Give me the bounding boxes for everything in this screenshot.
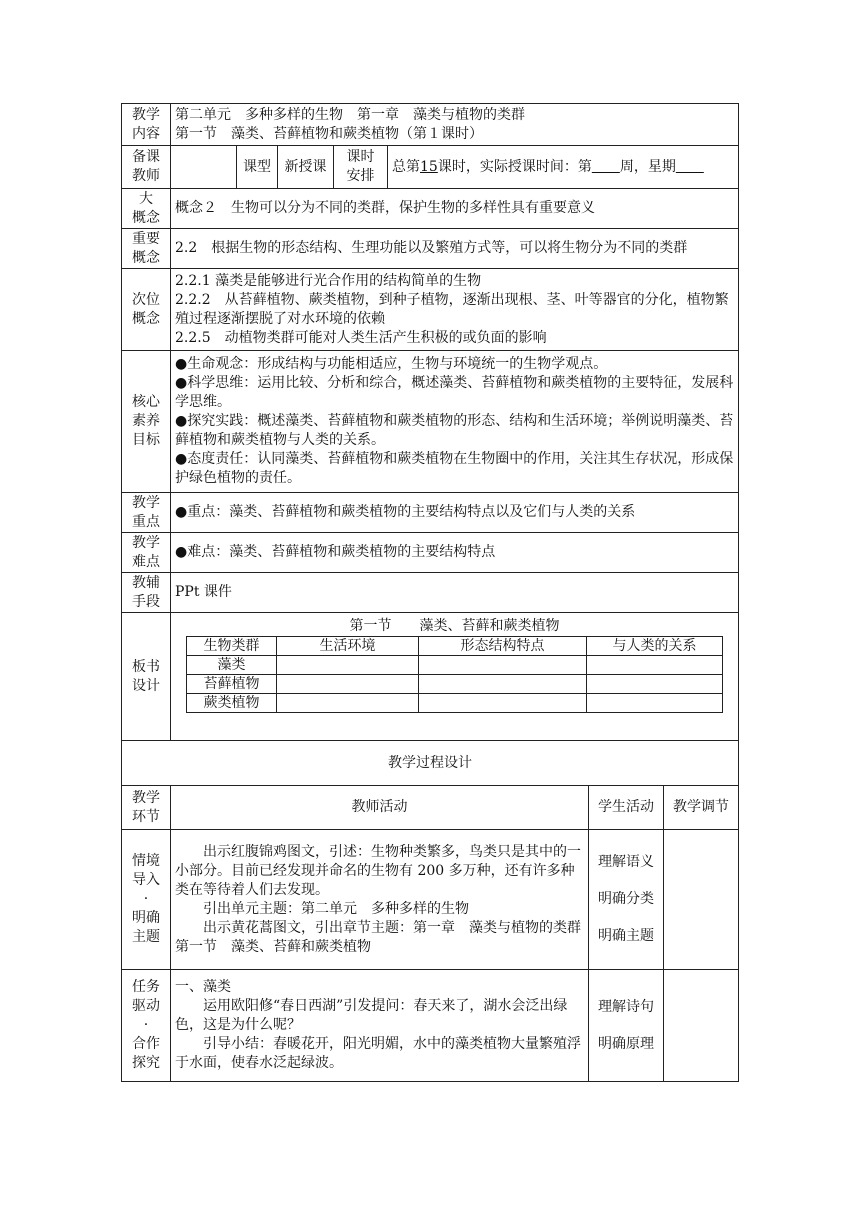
teacher-paragraph: 出示黄花蒿图文，引出章节主题：第一章 藻类与植物的类群 第一节 藻类、苔藓和蕨类植物 [175,919,595,955]
teacher-activity [171,830,595,970]
sub-concept-line: 2.2.2 从苔藓植物、蕨类植物，到种子植物，逐渐出现根、茎、叶等器官的分化，植物繁殖过程逐渐摆脱了对水环境的依赖 [175,291,729,327]
student-item: 理解语义 [598,854,654,870]
board-cell-empty [587,694,723,713]
core-cell [171,351,739,493]
type-label: 课型 [237,146,278,189]
stage-cell: 情境 导入 · 明确 主题 [122,830,171,970]
key-point-label: 教学 重点 [122,493,171,533]
board-cell-empty [277,675,419,694]
board-label: 板书 设计 [122,613,171,741]
board-row-label: 苔藓植物 [187,675,277,694]
content-cell [171,104,739,146]
teacher-value [171,146,237,189]
difficulty-text: ●难点：藻类、苔藓植物和蕨类植物的主要结构特点 [171,533,739,573]
lesson-plan-page [121,103,739,1082]
aids-text: PPt 课件 [171,573,739,613]
core-line: ●探究实践：概述藻类、苔藓植物和蕨类植物的形态、结构和生活环境；举例说明藻类、苔藓植物和蕨类植物与人类的关系。 [175,413,734,448]
sub-concept-label: 次位 概念 [122,269,171,351]
total-lessons: 15 [420,158,438,175]
sub-concept-cell [171,269,739,351]
board-row-label: 藻类 [187,656,277,675]
arrange-label: 课时 安排 [334,146,388,189]
key-point-text: ●重点：藻类、苔藓植物和蕨类植物的主要结构特点以及它们与人类的关系 [171,493,739,533]
core-line: ●生命观念：形成结构与功能相适应，生物与环境统一的生物学观点。 [175,356,608,372]
teacher-header: 教师活动 [171,786,589,830]
board-header: 与人类的关系 [587,637,723,656]
board-cell-empty [277,656,419,675]
sub-concept-line: 2.2.5 动植物类群可能对人类生活产生积极的或负面的影响 [175,329,547,346]
type-value: 新授课 [278,146,334,189]
student-activity [589,830,664,970]
student-item: 明确主题 [598,928,654,944]
board-title: 第一节 藻类、苔藓和蕨类植物 [349,618,560,634]
big-concept-text: 概念２ 生物可以分为不同的类群，保护生物的多样性具有重要意义 [171,189,739,229]
important-concept-text: 2.2 根据生物的形态结构、生理功能以及繁殖方式等，可以将生物分为不同的类群 [171,229,739,269]
board-cell-empty [277,694,419,713]
content-line2: 第一节 藻类、苔藓植物和蕨类植物（第１课时） [175,125,483,142]
schedule-cell: 总第15课时，实际授课时间：第 周，星期 [388,146,739,189]
core-line: ●态度责任：认同藻类、苔藓植物和蕨类植物在生物圈中的作用，关注其生存状况，形成保护绿色植物的责任。 [175,451,734,486]
student-header: 学生活动 [589,786,664,830]
big-concept-label: 大 概念 [122,189,171,229]
student-item: 理解诗句 [598,998,654,1015]
content-label: 教学 内容 [122,104,171,146]
teacher-label: 备课 教师 [122,146,171,189]
board-cell-empty [419,656,587,675]
plan-table [121,103,739,741]
adjust-header: 教学调节 [664,786,739,830]
board-header: 生活环境 [277,637,419,656]
core-label: 核心 素养 目标 [122,351,171,493]
board-cell-empty [419,675,587,694]
board-header: 形态结构特点 [419,637,587,656]
board-row-label: 蕨类植物 [187,694,277,713]
adjust-cell [664,970,739,1082]
board-table [186,636,723,713]
student-item: 明确分类 [598,891,654,907]
content-line1: 第二单元 多种多样的生物 第一章 藻类与植物的类群 [175,106,525,123]
student-activity [589,970,664,1082]
teacher-heading: 一、藻类 [175,979,231,995]
aids-label: 教辅 手段 [122,573,171,613]
process-table [121,740,739,1082]
board-cell-empty [419,694,587,713]
board-cell-empty [587,675,723,694]
teacher-paragraph: 出示红腹锦鸡图文，引述：生物种类繁多，鸟类只是其中的一小部分。目前已经发现并命名的生物有 200 多万种，还有许多种类在等待着人们去发现。 [175,843,581,898]
process-title: 教学过程设计 [122,741,739,786]
stage-cell: 任务 驱动 · 合作 探究 [122,970,171,1082]
student-item: 明确原理 [598,1035,654,1052]
important-concept-label: 重要 概念 [122,229,171,269]
teacher-activity [171,970,589,1082]
sub-concept-line: 2.2.1 藻类是能够进行光合作用的结构简单的生物 [175,272,482,289]
core-line: ●科学思维：运用比较、分析和综合，概述藻类、苔藓植物和蕨类植物的主要特征，发展科学思维。 [175,375,734,410]
board-cell-empty [587,656,723,675]
adjust-cell [664,830,739,970]
stage-header: 教学 环节 [122,786,171,830]
teacher-paragraph: 引导小结：春暖花开，阳光明媚，水中的藻类植物大量繁殖浮于水面，使春水泛起绿波。 [175,1036,581,1071]
board-cell [171,613,739,741]
difficulty-label: 教学 难点 [122,533,171,573]
teacher-paragraph: 运用欧阳修“春日西湖”引发提问：春天来了，湖水会泛出绿色，这是为什么呢？ [175,998,568,1033]
teacher-paragraph: 引出单元主题：第二单元 多种多样的生物 [203,900,469,917]
board-header: 生物类群 [187,637,277,656]
